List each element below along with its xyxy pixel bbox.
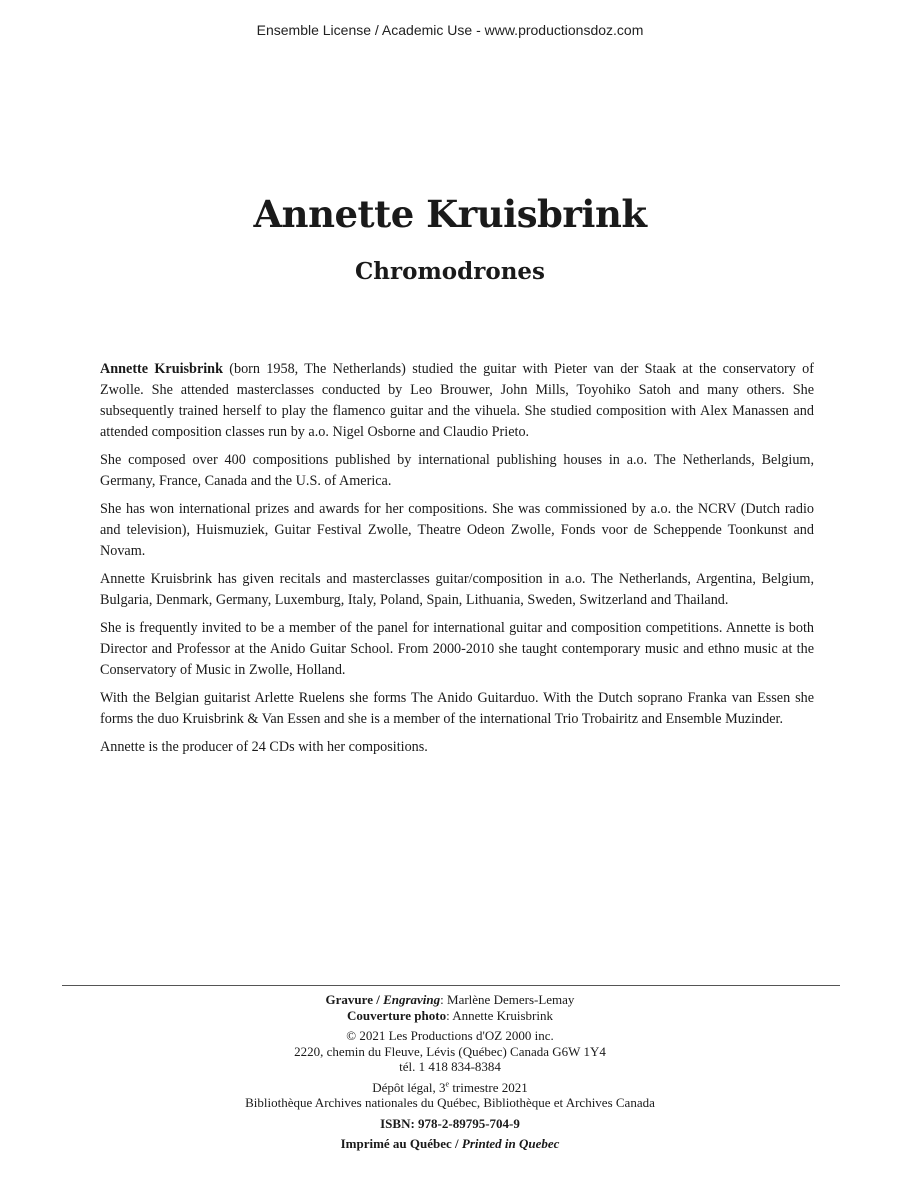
engraving-credit: [0, 992, 900, 1008]
footer-divider: [62, 985, 840, 986]
engraving-label: Engraving: [383, 992, 441, 1007]
bio-text: (born 1958, The Netherlands) studied the guitar with Pieter van der Staak at the conservatory of Zwolle. She attended masterclasses conducted by Leo Brouwer, John Mills, Toyohiko Satoh and many others. She subsequently trained herself to play the flamenco guitar and the vihuela. She studied composition with Alex Manassen and attended composition classes run by a.o. Nigel Osborne and Claudio Prieto.: [100, 361, 814, 440]
bio-paragraph: [100, 359, 814, 443]
depot-legal: Dépôt légal, 3e trimestre 2021: [372, 1079, 528, 1095]
publisher-phone: tél. 1 418 834-8384: [399, 1059, 501, 1074]
isbn: ISBN: 978-2-89795-704-9: [380, 1115, 520, 1131]
gravure-label: Gravure /: [325, 992, 384, 1007]
bio-paragraph: Annette is the producer of 24 CDs with her compositions.: [100, 739, 428, 755]
archives: Bibliothèque Archives nationales du Québec, Bibliothèque et Archives Canada: [245, 1095, 655, 1110]
photographer-name: : Annette Kruisbrink: [446, 1007, 553, 1023]
photo-label: Couverture photo: [347, 1007, 447, 1023]
printed-block: [0, 1136, 900, 1152]
photo-credit: [0, 1008, 900, 1024]
work-title: Chromodrones: [354, 258, 545, 285]
biography: [100, 359, 814, 765]
bio-paragraph: With the Belgian guitarist Arlette Ruelens she forms The Anido Guitarduo. With the Dutch soprano Franka van Essen she forms the duo Kruisbrink & Van Essen and she is a member of the international Trio Trobairitz and Ensemble Muzinder.: [100, 690, 814, 727]
bio-paragraph: She composed over 400 compositions published by international publishing houses in a.o. The Netherlands, Belgium, Germany, France, Canada and the U.S. of America.: [100, 452, 814, 489]
bio-paragraph: She is frequently invited to be a member of the panel for international guitar and composition competitions. Annette is both Director and Professor at the Anido Guitar School. From 2000-2010 she taught contemporary music and ethno music at the Conservatory of Music in Zwolle, Holland.: [100, 620, 814, 678]
license-header: Ensemble License / Academic Use - www.productionsdoz.com: [256, 22, 644, 38]
publisher-info: [0, 1028, 900, 1075]
isbn-block: [0, 1116, 900, 1132]
bio-name: Annette Kruisbrink: [100, 361, 223, 377]
legal-deposit: [0, 1080, 900, 1111]
engraver-name: : Marlène Demers-Lemay: [440, 992, 575, 1007]
publisher-address: 2220, chemin du Fleuve, Lévis (Québec) Canada G6W 1Y4: [294, 1043, 606, 1059]
composer-name: Annette Kruisbrink: [253, 192, 647, 236]
credits-people: [0, 992, 900, 1023]
credits-block: [0, 992, 900, 1157]
copyright: © 2021 Les Productions d'OZ 2000 inc.: [346, 1028, 554, 1043]
bio-paragraph: Annette Kruisbrink has given recitals and masterclasses guitar/composition in a.o. The Netherlands, Argentina, Belgium, Bulgaria, Denmark, Germany, Luxemburg, Italy, Poland, Spain, Lithuania, Sweden, Switzerland and Thailand.: [100, 571, 814, 608]
printed-in: Imprimé au Québec / Printed in Quebec: [340, 1136, 560, 1151]
bio-paragraph: She has won international prizes and awards for her compositions. She was commissioned by a.o. the NCRV (Dutch radio and television), Huismuziek, Guitar Festival Zwolle, Theatre Odeon Zwolle, Fonds voor de Scheppende Toonkunst and Novam.: [100, 501, 814, 559]
